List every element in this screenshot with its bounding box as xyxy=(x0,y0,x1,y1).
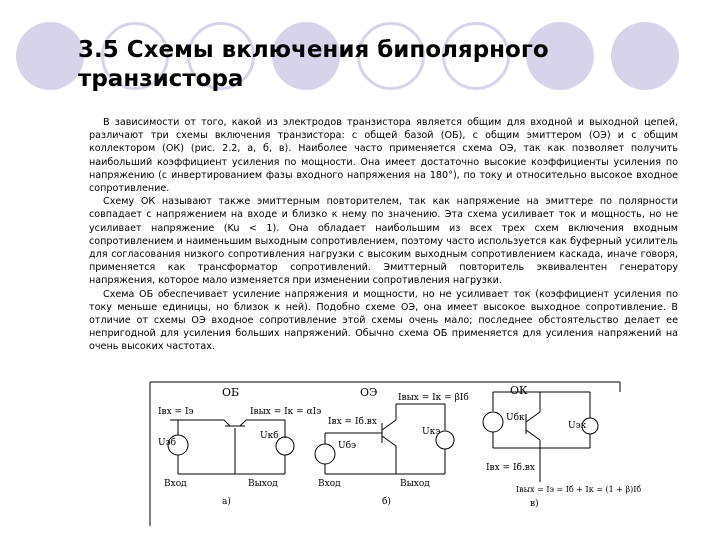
circuit-a-name: ОБ xyxy=(222,386,240,399)
circuit-c-letter: в) xyxy=(530,499,539,509)
circuit-b-input-current: Iвх = Iб.вх xyxy=(328,417,377,427)
circuit-b-input-voltage: Uбэ xyxy=(338,441,357,451)
circuit-c-input-current: Iвх = Iб.вх xyxy=(486,463,535,473)
circuit-a-input-voltage: Uэб xyxy=(158,438,177,448)
circuit-b-name: ОЭ xyxy=(360,386,378,399)
circuit-figure xyxy=(150,378,642,530)
paragraph: Схема ОБ обеспечивает усиление напряжения и мощности, но не усиливает ток (коэффициент усиления по току меньше единицы, но близок к ней). Подобно схеме ОЭ, она имеет высокое выходное сопротивление. В отличие от схемы ОЭ входное сопротивление этой схемы очень мало; последнее обстоятельство делает ее непригодной для усиления больших напряжений. Обычно схема ОБ применяется для усиления напряжений на очень высоких частотах. xyxy=(89,288,678,353)
circuit-c-name: ОК xyxy=(510,384,528,397)
circuit-a-input-label: Вход xyxy=(164,479,187,489)
body-text xyxy=(89,116,678,354)
circuit-b-output-label: Выход xyxy=(400,479,430,489)
page-title: 3.5 Схемы включения биполярного транзистора xyxy=(78,37,549,92)
circle-decoration xyxy=(16,22,84,90)
circuit-b-output-voltage: Uкэ xyxy=(422,427,441,437)
circuit-a-output-voltage: Uкб xyxy=(260,431,279,441)
circuit-c-input-voltage: Uбк xyxy=(506,413,525,423)
paragraph: В зависимости от того, какой из электродов транзистора является общим для входной и выходной цепей, различают три схемы включения транзистора: с общей базой (ОБ), с общим эмиттером (ОЭ) и с общим коллектором (ОК) (рис. 2.2, а, б, в). Наиболее часто применяется схема ОЭ, так как позволяет получить наибольший коэффициент усиления по мощности. Она имеет достаточно высокие коэффициенты усиления по напряжению (с инвертированием фазы входного напряжения на 180°), по току и относительно высокое входное сопротивление. xyxy=(89,117,678,195)
circuit-diagram xyxy=(150,378,642,530)
circuit-c-output-current: Iвых = Iэ = Iб + Iк = (1 + β)Iб xyxy=(516,485,642,494)
circuit-a-output-current: Iвых = Iк = αIэ xyxy=(250,407,322,417)
circuit-b-input-label: Вход xyxy=(318,479,341,489)
circuit-c-output-voltage: Uэк xyxy=(568,421,587,431)
circuit-a-output-label: Выход xyxy=(248,479,278,489)
circuit-b-output-current: Iвых = Iк = βIб xyxy=(398,393,469,403)
paragraph: Схему ОК называют также эмиттерным повторителем, так как напряжение на эмиттере по полярности совпадает с напряжением на входе и близко к нему по значению. Эта схема усиливает ток и мощность, но не усиливает напряжение (Ku < 1). Она обладает наибольшим из всех трех схем включения входным сопротивлением и наименьшим выходным сопротивлением, поэтому часто используется как буферный усилитель для согласования низкого сопротивления нагрузки с высоким выходным сопротивлением каскада, иначе говоря, применяется как трансформатор сопротивлений. Эмиттерный повторитель эквивалентен генератору напряжения, которое мало изменяется при изменении сопротивления нагрузки. xyxy=(89,196,678,287)
circuit-a-input-current: Iвх = Iэ xyxy=(158,407,194,417)
circuit-b-letter: б) xyxy=(382,497,391,507)
circuit-a-letter: а) xyxy=(222,497,231,507)
